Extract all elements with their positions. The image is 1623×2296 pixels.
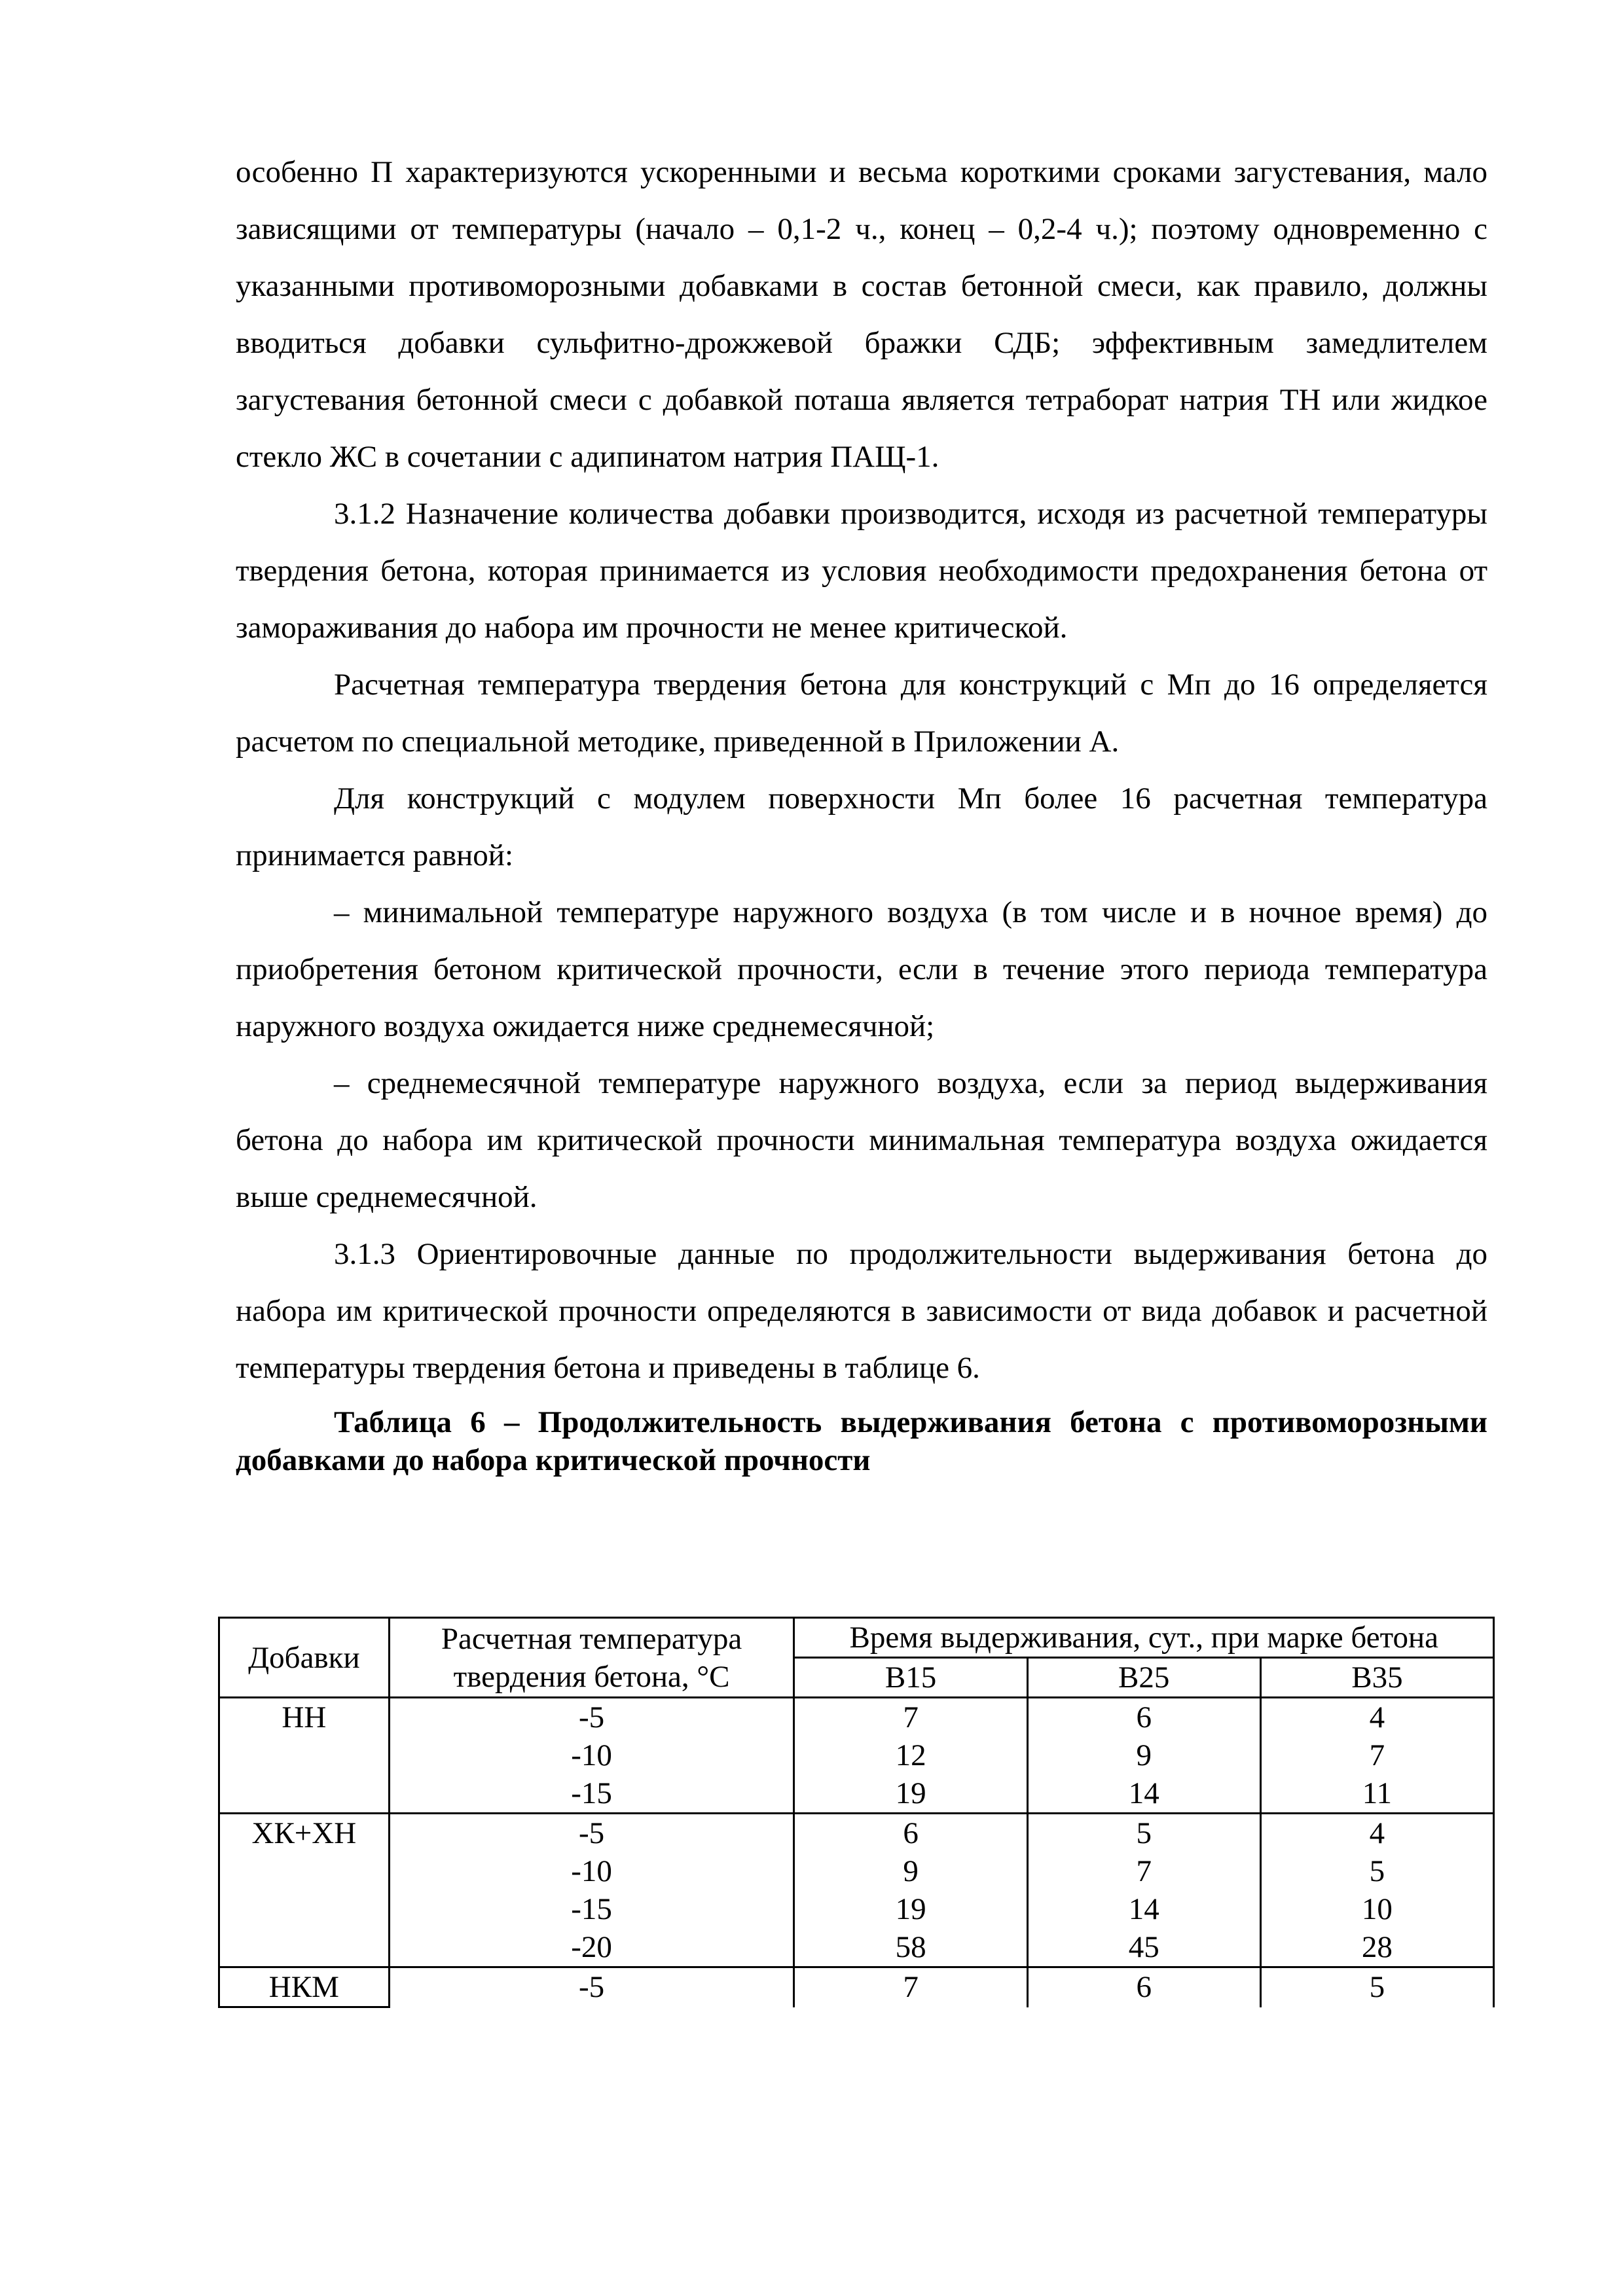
b15-cell: 7	[794, 1967, 1027, 2007]
table-row	[219, 1928, 1494, 1967]
paragraph-3-1-2: 3.1.2 Назначение количества добавки производится, исходя из расчетной температуры твердения бетона, которая принимается из условия необходимости предохранения бетона от замораживания до набора им прочности не менее критической.	[236, 497, 1487, 645]
table-caption: Таблица 6 – Продолжительность выдерживания бетона с противоморозными добавками до набора критической прочности	[236, 1405, 1487, 1477]
list-item-minimal-temperature: – минимальной температуре наружного воздуха (в том числе и в ночное время) до приобретения бетоном критической прочности, если в течение этого периода температура наружного воздуха ожидается ниже среднемесячной;	[236, 895, 1487, 1043]
paragraph-design-temperature: Расчетная температура твердения бетона для конструкций с Мп до 16 определяется расчетом по специальной методике, приведенной в Приложении А.	[236, 668, 1487, 759]
table-row	[219, 1736, 1494, 1774]
page-body	[236, 144, 1487, 1479]
b35-cell: 10	[1260, 1890, 1493, 1928]
b15-cell: 12	[794, 1736, 1027, 1774]
b15-cell: 19	[794, 1890, 1027, 1928]
b25-cell: 6	[1027, 1698, 1260, 1737]
b35-cell: 4	[1260, 1814, 1493, 1853]
temperature-cell: -10	[389, 1736, 794, 1774]
header-time: Время выдерживания, сут., при марке бетона	[794, 1618, 1494, 1658]
header-temperature: Расчетная температура твердения бетона, °С	[389, 1618, 794, 1698]
b15-cell: 9	[794, 1852, 1027, 1890]
header-additive: Добавки	[219, 1618, 390, 1698]
b15-cell: 6	[794, 1814, 1027, 1853]
b25-cell: 45	[1027, 1928, 1260, 1967]
b25-cell: 14	[1027, 1774, 1260, 1814]
b35-cell: 5	[1260, 1852, 1493, 1890]
b35-cell: 4	[1260, 1698, 1493, 1737]
table-row	[219, 1852, 1494, 1890]
b35-cell: 7	[1260, 1736, 1493, 1774]
header-grade-b35: В35	[1260, 1658, 1493, 1698]
table-row	[219, 1698, 1494, 1737]
header-grade-b15: В15	[794, 1658, 1027, 1698]
additive-cell: НКМ	[219, 1967, 390, 2007]
temperature-cell: -15	[389, 1890, 794, 1928]
b35-cell: 11	[1260, 1774, 1493, 1814]
temperature-cell: -15	[389, 1774, 794, 1814]
b35-cell: 28	[1260, 1928, 1493, 1967]
temperature-cell: -5	[389, 1698, 794, 1737]
table-row	[219, 1890, 1494, 1928]
b25-cell: 7	[1027, 1852, 1260, 1890]
temperature-cell: -10	[389, 1852, 794, 1890]
b15-cell: 19	[794, 1774, 1027, 1814]
temperature-cell: -20	[389, 1928, 794, 1967]
temperature-cell: -5	[389, 1967, 794, 2007]
paragraph-surface-modulus: Для конструкций с модулем поверхности Мп более 16 расчетная температура принимается равной:	[236, 781, 1487, 872]
table-6	[218, 1617, 1495, 2008]
b25-cell: 9	[1027, 1736, 1260, 1774]
table-row	[219, 1774, 1494, 1814]
temperature-cell: -5	[389, 1814, 794, 1853]
paragraph-1: особенно П характеризуются ускоренными и весьма короткими сроками загустевания, мало зависящими от температуры (начало – 0,1-2 ч., конец – 0,2-4 ч.); поэтому одновременно с указанными противоморозными добавками в состав бетонной смеси, как правило, должны вводиться добавки сульфитно-дрожжевой бражки СДБ; эффективным замедлителем загустевания бетонной смеси с добавкой поташа является тетраборат натрия ТН или жидкое стекло ЖС в сочетании с адипинатом натрия ПАЩ-1.	[236, 155, 1487, 474]
paragraph-3-1-3: 3.1.3 Ориентировочные данные по продолжительности выдерживания бетона до набора им критической прочности определяются в зависимости от вида добавок и расчетной температуры твердения бетона и приведены в таблице 6.	[236, 1237, 1487, 1385]
header-grade-b25: В25	[1027, 1658, 1260, 1698]
b15-cell: 7	[794, 1698, 1027, 1737]
table-row	[219, 1967, 1494, 2007]
b35-cell: 5	[1260, 1967, 1493, 2007]
b25-cell: 6	[1027, 1967, 1260, 2007]
b15-cell: 58	[794, 1928, 1027, 1967]
additive-cell: ХК+ХН	[219, 1814, 390, 1967]
list-item-monthly-temperature: – среднемесячной температуре наружного воздуха, если за период выдерживания бетона до набора им критической прочности минимальная температура воздуха ожидается выше среднемесячной.	[236, 1066, 1487, 1214]
table-row	[219, 1814, 1494, 1853]
b25-cell: 5	[1027, 1814, 1260, 1853]
b25-cell: 14	[1027, 1890, 1260, 1928]
additive-cell: НН	[219, 1698, 390, 1814]
